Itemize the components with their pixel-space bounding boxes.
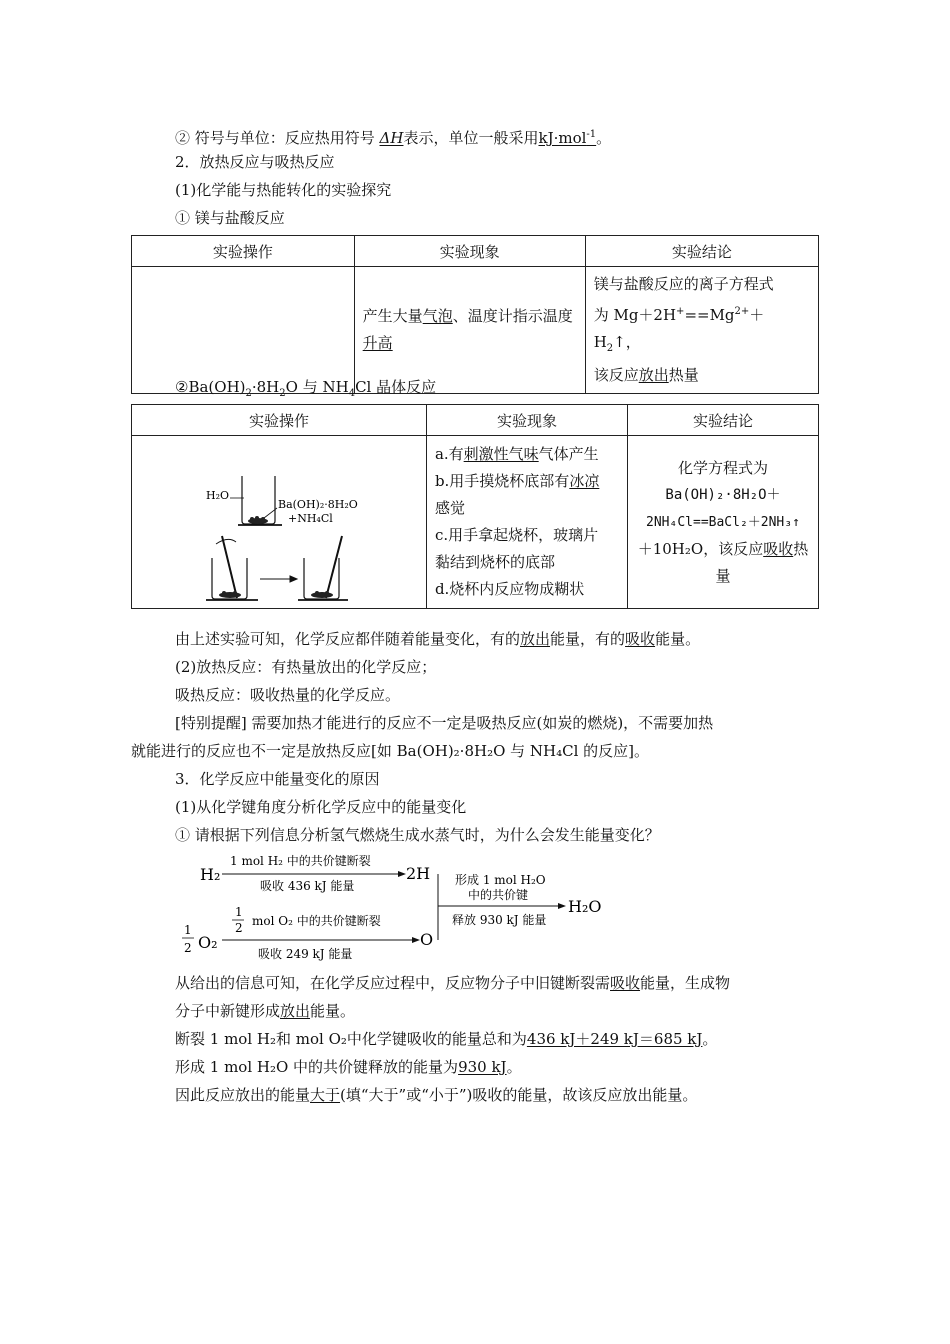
text: ②Ba(OH) <box>175 378 246 396</box>
text: ＋10H₂O，该反应 <box>637 539 764 558</box>
unit <box>538 129 596 147</box>
fraction-den: 2 <box>184 941 192 955</box>
text: 能量。 <box>310 1002 356 1020</box>
equation-line-1: Ba(OH)₂·8H₂O＋ <box>665 486 781 503</box>
text: 。 <box>596 129 612 147</box>
reagent-label-2: +NH₄Cl <box>288 512 333 525</box>
text: 形成 1 mol H₂O 中的共价键释放的能量为 <box>175 1058 459 1076</box>
operation-figure-cell <box>132 436 427 609</box>
subsection-heading: (1)化学能与热能转化的实验探究 <box>175 181 392 199</box>
info-line-2 <box>175 1000 355 1022</box>
blank-release: 放出 <box>520 630 551 648</box>
exothermic-def: (2)放热反应：有热量放出的化学反应； <box>175 658 437 676</box>
text: 热量 <box>668 366 699 384</box>
subsection-heading: (1)从化学键角度分析化学反应中的能量变化 <box>175 798 467 816</box>
blank-sum: 436 kJ＋249 kJ＝685 kJ <box>526 1030 703 1048</box>
question-line: ① 请根据下列信息分析氢气燃烧生成水蒸气时，为什么会发生能量变化？ <box>175 826 660 844</box>
form-label-1: 形成 1 mol H₂O <box>455 873 546 887</box>
text: 黏结到烧杯的底部 <box>434 553 555 571</box>
header-phenomenon: 实验现象 <box>426 405 627 436</box>
endothermic-def: 吸热反应：吸收热量的化学反应。 <box>175 686 401 704</box>
header-conclusion: 实验结论 <box>627 405 818 436</box>
conclusion-cell <box>585 267 818 394</box>
text: ② 符号与单位：反应热用符号 <box>175 129 380 147</box>
o2-label: O₂ <box>198 933 218 952</box>
text: 从给出的信息可知，在化学反应过程中，反应物分子中旧键断裂需 <box>175 974 611 992</box>
phen-d: d.烧杯内反应物成糊状 <box>434 580 585 598</box>
sup: + <box>676 306 685 317</box>
form-label-2: 中的共价键 <box>468 888 529 902</box>
ba-experiment-table <box>131 404 819 609</box>
concl-line: 镁与盐酸反应的离子方程式 <box>593 275 774 293</box>
text: a.有 <box>434 445 464 463</box>
sub: 2 <box>279 388 286 399</box>
text: 表示，单位一般采用 <box>403 129 539 147</box>
fraction-num: 1 <box>184 923 192 937</box>
header-operation: 实验操作 <box>132 236 355 267</box>
tip-line-1: [特别提醒] 需要加热才能进行的反应不一定是吸热反应(如炭的燃烧)，不需要加热 <box>175 714 714 732</box>
text: O 与 NH <box>285 378 349 396</box>
form-energy: 释放 930 kJ 能量 <box>452 913 547 927</box>
blank-greater: 大于 <box>310 1086 341 1104</box>
header-operation: 实验操作 <box>132 405 427 436</box>
text: c.用手拿起烧杯，玻璃片 <box>434 526 599 544</box>
unit-line <box>175 124 611 149</box>
top-label: 1 mol H₂ 中的共价键断裂 <box>230 854 371 868</box>
fraction-num: 1 <box>235 905 243 919</box>
text: Cl 晶体反应 <box>355 378 437 396</box>
operation-cell <box>132 267 355 394</box>
water-label: H₂O <box>206 489 230 502</box>
form-energy-line <box>175 1056 522 1078</box>
blank-absorb: 吸收 <box>625 630 656 648</box>
concl-line <box>594 362 810 389</box>
fraction-den: 2 <box>235 921 243 935</box>
info-line-1 <box>175 972 730 994</box>
text: 能量，有的 <box>550 630 626 648</box>
mid-energy: 吸收 249 kJ 能量 <box>258 947 353 961</box>
text: 能量，生成物 <box>640 974 731 992</box>
text: 气体产生 <box>538 445 599 463</box>
h2o-label: H₂O <box>568 897 602 916</box>
o-label: O <box>420 930 434 949</box>
sub: 2 <box>606 343 614 354</box>
equation-line-2: 2NH₄Cl==BaCl₂＋2NH₃↑ <box>646 514 800 530</box>
sub: 2 <box>245 388 252 399</box>
mg-experiment-table <box>131 235 819 394</box>
text: 由上述实验可知，化学反应都伴随着能量变化，有的 <box>175 630 521 648</box>
text: 断裂 1 mol H₂和 mol O₂中化学键吸收的能量总和为 <box>175 1030 527 1048</box>
sub: 4 <box>348 388 356 399</box>
blank-absorb: 吸收 <box>763 539 794 558</box>
bond-energy-diagram <box>180 850 620 962</box>
text: ＋H <box>593 306 765 351</box>
section-heading: 2．放热反应与吸热反应 <box>175 153 335 171</box>
experiment-2-title <box>175 376 436 405</box>
text: 因此反应放出的能量 <box>175 1086 311 1104</box>
blank-cold: 冰凉 <box>569 472 600 490</box>
sup: 2+ <box>734 306 750 317</box>
blank-release: 放出 <box>280 1002 311 1020</box>
top-beaker <box>238 476 282 525</box>
stirring-beaker <box>206 536 258 600</box>
text: 分子中新键形成 <box>175 1002 281 1020</box>
break-energy-line <box>175 1028 717 1050</box>
header-conclusion: 实验结论 <box>585 236 818 267</box>
text: b.用手摸烧杯底部有 <box>434 472 570 490</box>
top-energy: 吸收 436 kJ 能量 <box>260 879 355 893</box>
experiment-1-title: ① 镁与盐酸反应 <box>175 209 285 227</box>
concl-line: 量 <box>715 566 731 585</box>
header-phenomenon: 实验现象 <box>354 236 585 267</box>
text: 。 <box>506 1058 522 1076</box>
phenomenon-cell <box>354 267 585 394</box>
phen-c <box>435 522 619 576</box>
concl-line: 化学方程式为 <box>677 458 768 477</box>
tip-line-2: 就能进行的反应也不一定是放热反应[如 Ba(OH)₂·8H₂O 与 NH₄Cl 的反应]。 <box>131 742 650 760</box>
delta-h: ΔH <box>379 129 404 147</box>
conclusion-cell <box>627 436 818 609</box>
text: 产生大量 <box>362 307 423 325</box>
blank-bubbles: 气泡 <box>422 307 453 325</box>
process-arrow <box>260 576 297 582</box>
text: 、温度计指示温度 <box>452 307 573 325</box>
beaker-figure <box>132 436 424 604</box>
text: ==Mg <box>684 306 735 324</box>
text: 为 Mg＋2H <box>593 306 677 324</box>
text: 热 <box>793 539 809 558</box>
unit-text: kJ·mol <box>538 129 587 147</box>
ionic-equation <box>594 298 810 362</box>
reagent-label: Ba(OH)₂·8H₂O <box>278 498 358 511</box>
blank-rise: 升高 <box>362 334 393 352</box>
text: ·8H <box>251 378 280 396</box>
two-h-label: 2H <box>406 864 431 883</box>
phen-a <box>435 441 619 468</box>
text: 感觉 <box>434 499 465 517</box>
text: 能量。 <box>655 630 701 648</box>
unit-sup: -1 <box>586 129 597 140</box>
phen-b <box>435 468 619 522</box>
conclusion-line <box>175 1084 697 1106</box>
text: 该反应 <box>593 366 639 384</box>
h2-label: H₂ <box>200 865 221 884</box>
section-heading: 3．化学反应中能量变化的原因 <box>175 770 380 788</box>
blank-odor: 刺激性气味 <box>463 445 539 463</box>
phenomenon-cell <box>426 436 627 609</box>
text: 。 <box>702 1030 718 1048</box>
blank-absorb: 吸收 <box>610 974 641 992</box>
text: (填“大于”或“小于”)吸收的能量，故该反应放出能量。 <box>340 1086 698 1104</box>
mid-label: mol O₂ 中的共价键断裂 <box>252 914 381 928</box>
result-beaker <box>298 536 348 600</box>
blank-930: 930 kJ <box>458 1058 507 1076</box>
text: ↑， <box>613 333 641 351</box>
blank-release: 放出 <box>638 366 669 384</box>
concl-line <box>634 536 812 563</box>
summary-line <box>175 628 700 650</box>
